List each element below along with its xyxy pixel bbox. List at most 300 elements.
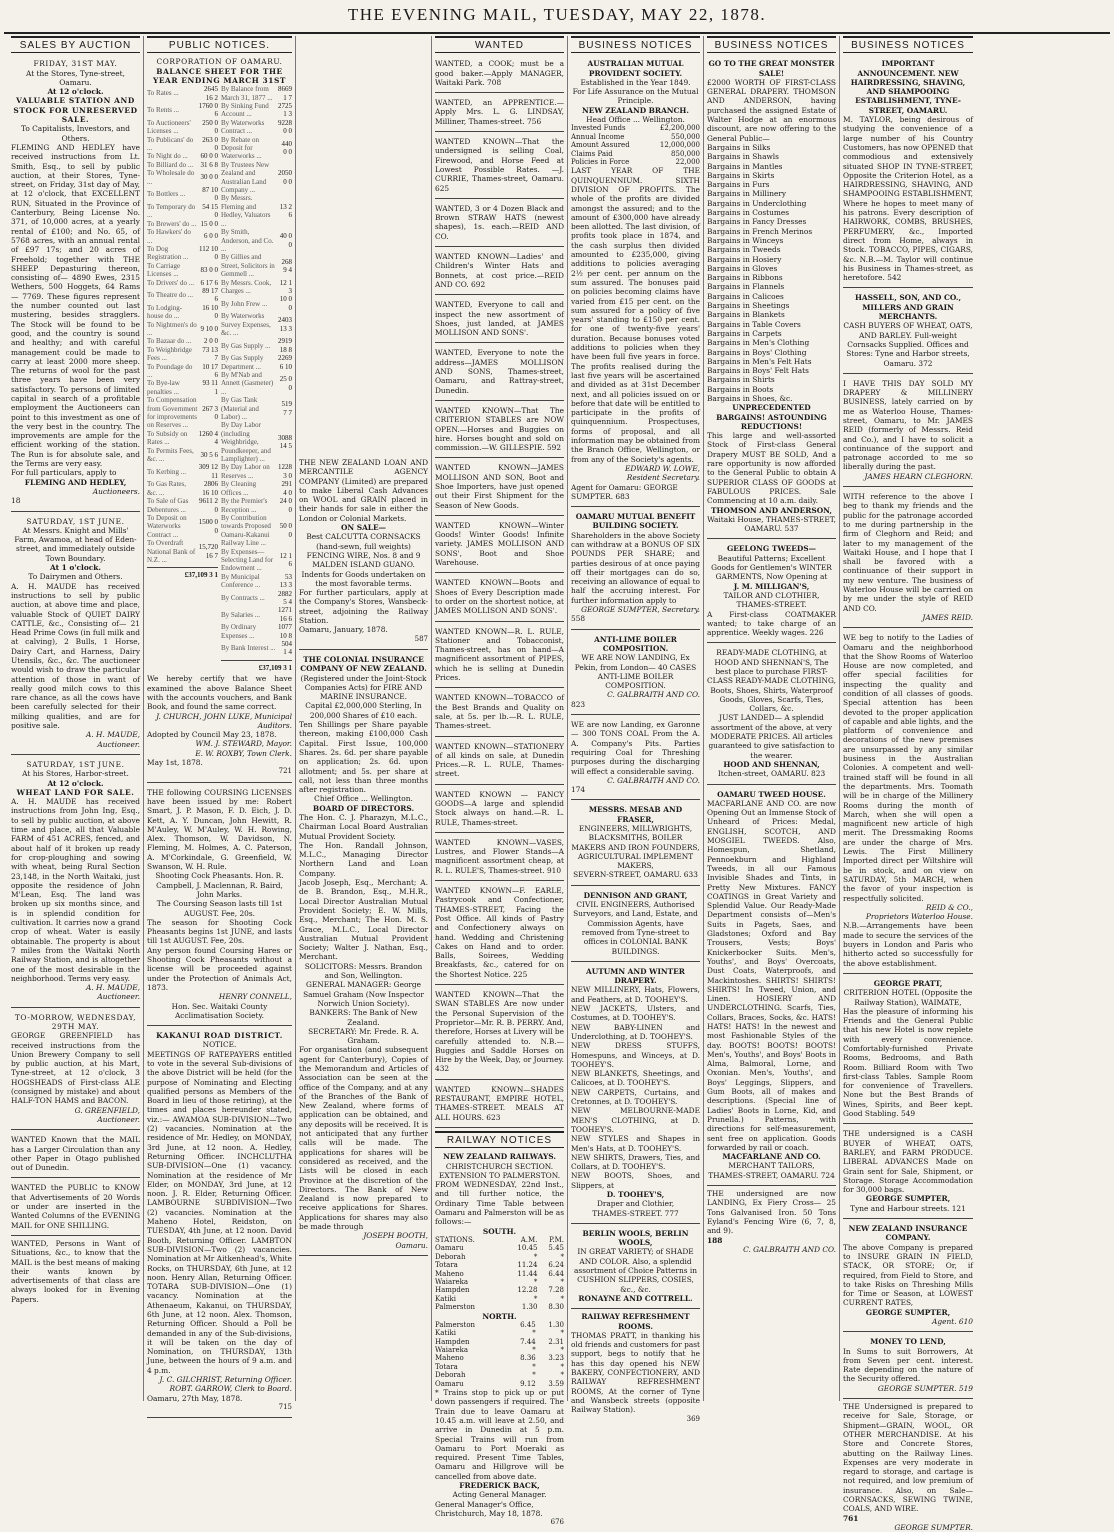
pratt-hotel-notice	[843, 977, 973, 1124]
reid2-nb: N.B.—Arrangements have been made to secure the services of the buyers in London and Paris who hitherto acted so successfully for the above establishment.	[843, 921, 973, 968]
expenditure-row	[221, 312, 292, 337]
receipt-row	[147, 337, 218, 345]
tweed-signature: MACFARLANE AND CO.	[722, 1152, 821, 1162]
railway-signature: FREDERICK BACK,	[459, 1481, 540, 1491]
refresh-title: RAILWAY REFRESHMENT ROOMS.	[581, 1312, 690, 1331]
sheet-amount: 60 0 0	[200, 152, 219, 161]
masthead-rule	[4, 32, 1110, 34]
expenditure-row	[221, 514, 292, 548]
sumpter-signature: GEORGE SUMPTER,	[865, 1194, 951, 1204]
sheet-amount: 6 17 6	[200, 278, 219, 287]
sheet-amount: 13 2 6	[279, 202, 292, 220]
amp-figure-row	[571, 141, 700, 149]
receipt-row	[147, 447, 218, 464]
receipt-row	[147, 514, 218, 539]
station-name: Oamaru	[435, 1244, 464, 1253]
sumpter-buyer-notice	[843, 1127, 973, 1219]
sheet-amount: 291 4 0	[281, 480, 292, 497]
receipt-row	[147, 379, 218, 396]
bargain-item: Bargains in Hosiery	[707, 254, 782, 264]
balance-sheet-certification	[147, 672, 292, 782]
column-public-notices	[144, 36, 296, 1411]
bargain-item: Bargains in Winceys	[707, 235, 784, 245]
timetable-row	[435, 1346, 564, 1354]
sheet-item: By Gas Supply Department ...	[220, 354, 264, 371]
sheet-amount: 9 10 0	[200, 324, 219, 333]
auction-body: GEORGE GREENFIELD has received instructions from the Union Brewery Company to sell by public auction, at his Mart, Tyne-street, at 12 o'clock, 3 HOGSHEADS of First-class ALE (consigned by mistake) and about HALF-TON HAMS and BACON.	[11, 1031, 140, 1106]
railway-body: FROM WEDNESDAY, 22nd Inst., and till further notice, the Ordinary Time Table between Oamaru and Palmerston will be as follows:—	[435, 1180, 564, 1227]
sheet-item: By Sinking Fund Account ...	[220, 102, 269, 119]
anti-signature: C. GALBRAITH AND CO.	[607, 690, 700, 700]
colonial-chairman: The Hon. C. J. Pharazyn, M.L.C., Chairman Local Board Australian Mutual Provident Society.	[299, 812, 428, 841]
kakanui-body: MEETINGS OF RATEPAYERS entitled to vote in the several Sub-divisions of the above District will be held (for the purpose of Nominating and Electing qualified persons as Members of the Board in lieu of those retiring), at the times and places hereunder stated, viz.:— AWAMOA SUB-DIVISION—Two (2) vacancies. Nomination at the residence of Mr. Hedley, on MONDAY, 3rd June, at 12 noon. A. Hedley, Returning Officer. INCHCLUTHA SUB-DIVISION—One (1) vacancy. Nomination at the residence of Mr Elder, on MONDAY, 3rd June, at 12 noon. J. R. Elder, Returning Officer. LAMBOURNE SUBDIVISION—Two (2) vacancies. Nomination at the Maheno Hotel, Reidston, on TUESDAY, 4th June, at 12 noon. David Booth, Returning Officer. LAMBTON SUB-DIVISION—Two (2) vacancies. Nomination at Mr Aitkenhead's, White Rocks, on THURSDAY, 6th June, at 12 noon. Henry Allan, Returning Officer. TOTARA SUB-DIVISION—One (1) vacancy. Nomination at the Athenaeum, Kakanui, on THURSDAY, 6th June, at 12 noon. Alex. Thomson, Returning Officer. Should a Poll be demanded in any of the Sub-divisions, it will be taken on the day of Nomination, on THURSDAY, 13th June, between the hours of 9 a.m. and 4 p.m.	[147, 1049, 292, 1375]
sheet-item: To Sale of Gas Debentures ...	[147, 497, 189, 514]
bargain-item: Bargains in Ribbons	[707, 273, 783, 283]
colonial-secretary: SECRETARY: Mr. Frede. R. A. Graham.	[308, 1026, 419, 1046]
berlin-signature: RONAYNE AND COTTRELL.	[578, 1293, 693, 1303]
amp-figure-value: 550,000	[671, 132, 700, 141]
am-time: 6.45	[520, 1320, 536, 1329]
sheet-item: By Day Labor on Reserves ...	[220, 463, 270, 480]
receipt-row	[147, 304, 218, 321]
colonial-bankers: BANKERS: The Bank of New Zealand.	[309, 1008, 418, 1027]
wanted-notice: WANTED Known that the MAIL has a Larger Circulation than any other Paper in Otago published out of Dunedin.	[11, 1133, 140, 1178]
pm-time: *	[560, 1294, 564, 1303]
wanted-ad: WANTED KNOWN—Ladies' and Children's Winter Hats and Bonnets, at cost price.—REID AND CO. 692	[435, 250, 564, 295]
station-name: Katiki	[435, 1329, 456, 1338]
timetable-row	[435, 1303, 564, 1311]
fencing-signature: C. GALBRAITH AND CO.	[743, 1244, 836, 1254]
nz-loan-indents: Indents for Goods undertaken on the most favorable terms.	[301, 569, 426, 588]
expenditure-row	[221, 463, 292, 480]
am-time: 1.30	[521, 1303, 538, 1312]
sheet-item: To Nightmen's do ...	[147, 320, 197, 337]
nzins-signature: GEORGE SUMPTER,	[865, 1307, 951, 1317]
sheet-amount: 519 7 7	[281, 400, 292, 417]
wanted-ad: WANTED KNOWN—F. EARLE, Pastrycook and Confectioner, THAMES-STREET, Facing the Post Office. All kinds of Pastry and Confectionery always on hand. Wedding and Christening Cakes on Hand and to order. Balls, Soirees, Wedding Breakfasts, &c., catered for on the Shortest Notice. 225	[435, 884, 564, 985]
sheet-amount: 73 13 7	[202, 345, 219, 363]
tweed-title: OAMARU TWEED HOUSE.	[717, 789, 826, 799]
amp-established: Established in the Year 1849.	[580, 77, 691, 87]
wanted-ad: WANTED KNOWN—That The CRITERION STABLES are NOW OPEN.—Horses and Buggies on hire. Horses bought and sold on commission.—W. GILLESPIE. 592	[435, 404, 564, 458]
bargain-item: Bargains in Millinery	[707, 189, 787, 199]
toohey-item: NEW JACKETS, Ulsters, and Costumes, at D. TOOHEY'S.	[571, 1004, 700, 1023]
sheet-item: To Permits Fees, &c. ...	[147, 446, 194, 464]
sheet-amount: 2725 1 3	[278, 102, 292, 119]
auditors: J. CHURCH, JOHN LUKE, Municipal Auditors.	[156, 711, 292, 730]
expenditure-row	[221, 573, 292, 590]
adopted: Adopted by Council May 23, 1878.	[147, 730, 277, 740]
colonial-body: Ten Shillings per Share payable thereon, making £100,000 Cash Capital. First Issue, 100,000 Shares. 2s. 6d. per share payable on application; 2s. 6d. upon allotment; and 5s. per share at call, not less than three months after registration.	[299, 720, 428, 795]
column-public-notices-2	[296, 36, 432, 1401]
reid-notice	[843, 490, 973, 628]
column-heading: WANTED	[435, 36, 564, 53]
receipt-row	[147, 279, 218, 287]
bargain-item: Bargains in Silks	[707, 142, 771, 152]
column-heading: BUSINESS NOTICES	[843, 36, 973, 53]
wanted-ad: WANTED, an APPRENTICE.—Apply Mrs. L. G. LINDSAY, Milliner, Thames-street. 756	[435, 96, 564, 132]
toohey-item: NEW MELBOURNE-MADE MEN'S CLOTHING, at D. TOOHEY'S.	[571, 1106, 700, 1134]
sheet-item: To Hawkers' do ...	[147, 228, 191, 245]
timetable-row	[435, 1321, 564, 1329]
sheet-amount: 12 1 6	[279, 551, 292, 569]
berlin-body: IN GREAT VARIETY; of SHADE AND COLOR. Also, a splendid assortment of Choice Patterns in CUSHION SLIPPERS, COSIES, &c., &c.	[574, 1247, 697, 1294]
timetable-row	[435, 1329, 564, 1337]
nzins-body: The above Company is prepared to INSURE GRAIN IN FIELD, STACK, OR STORE; Or, if required, from Field to Store, and to take Risks on Threshing Mills for Time or Season, at LOWEST CURRENT RATES,	[843, 1242, 973, 1308]
auction-time: At 12 o'clock.	[47, 87, 104, 97]
auction-audience: To Dairymen and Others.	[28, 572, 123, 582]
receipt-row	[147, 161, 218, 169]
sheet-item: To Poundage do ...	[147, 362, 193, 379]
certify-text: We hereby certify that we have examined the above Balance Sheet with the accounts vouchers, and Bank Book, and found the same correct.	[147, 674, 292, 712]
sheet-amount: 25 0 0	[279, 375, 292, 392]
monster-sale-notice	[707, 57, 836, 539]
timetable-row	[435, 1354, 564, 1362]
timetable-row	[435, 1244, 564, 1252]
geelong-title: GEELONG TWEEDS—	[726, 544, 817, 554]
auction-role: Auctioneer.	[97, 992, 140, 1002]
am-label: A.M.	[520, 1235, 538, 1244]
masthead	[0, 0, 1114, 34]
station-name: Maheno	[435, 1269, 464, 1278]
receipt-row	[147, 539, 218, 564]
balance-sheet	[147, 85, 292, 672]
bldg-signature: GEORGE SUMPTER, Secretary.	[581, 605, 700, 615]
toohey-role: Draper and Clothier,	[596, 1199, 675, 1209]
monster-signature: THOMSON AND ANDERSON,	[711, 505, 832, 515]
receipt-row	[147, 346, 218, 363]
expenditure-row	[221, 295, 292, 312]
amp-figure-label: Policies in Force	[571, 158, 630, 166]
sheet-item: By Cleaning Offices ...	[220, 480, 257, 497]
railway-north: NORTH.	[482, 1311, 517, 1321]
railway-role: Acting General Manager.	[452, 1490, 547, 1500]
column-business-notices-3	[840, 36, 976, 1532]
anti-lime-notice	[571, 633, 700, 715]
colonial-body2: For organisation (and subsequent agent for Canterbury), Copies of the Memorandum and Articles of Association can be seen at the office of the Company, and at any of the Branches of the Bank of New Zealand, where forms of application can be obtained, and any deposits will be received. It is not anticipated that any further calls will be made. The applications for shares will be considered as received, and the Lists will be closed in each Province at the discretion of the Directors. The Bank of New Zealand is now prepared to receive applications for Shares. Applications for shares may also be made through	[299, 1045, 428, 1232]
sheet-item: By Messrs. Cook, Charges ...	[220, 278, 272, 295]
amp-figure-row	[571, 124, 700, 132]
column-heading: PUBLIC NOTICES.	[147, 36, 292, 53]
auction-body: FLEMING AND HEDLEY have received instructions from Lt. Smith, Esq., to sell by public auction, at their Stores, Tyne-street, on Friday, 31st day of May, at 12 o'clock, that EXCELLENT RUN, Situated in the Province of Canterbury, Being License No. 371, of 10,000 acres, at a yearly rental of £100; and No. 65, of 5768 acres, with an annual rental of £97 17s; and 20 acres of Freehold; together with THE SHEEP Depasturing thereon, consisting of— 4890 Ewes, 2315 Wethers, 500 Hoggets, 64 Rams — 7769. These figures represent the number counted out last mustering, besides stragglers. The Stock will be found to be good, and the country is sound and healthy; and with careful management could be made to carry at least 2000 more sheep. The returns of wool for the past three years have been very satisfactory. To persons of limited capital in search of a profitable employment the Auctioneers can point to this investment as one of the very best in the country. The improvements are ample for the efficient working of the station. The Run is for absolute sale, and the Terms are very easy.	[11, 142, 140, 469]
am-time: *	[533, 1294, 538, 1303]
receipt-row	[147, 463, 218, 480]
wanted-ad: WANTED KNOWN—VASES, Lustres, and Flower Stands—A magnificent assortment cheap, at R. L. RULE'S, Thames-street. 910	[435, 836, 564, 881]
hood-landed: JUST LANDED— A splendid assortment of the above, at very MODERATE PRICES. All articles guaranteed to give satisfaction to the wearer.	[708, 713, 835, 760]
kakanui-title: KAKANUI ROAD DISTRICT.	[156, 1031, 283, 1041]
pratt-title: GEORGE PRATT,	[873, 978, 943, 988]
bargain-item: Bargains in Men's Felt Hats	[707, 356, 812, 366]
pm-time: 6.44	[548, 1269, 564, 1278]
toohey-signature: D. TOOHEY'S,	[606, 1189, 665, 1199]
am-time: *	[533, 1252, 538, 1261]
auction-date: SATURDAY, 1ST JUNE.	[26, 759, 125, 769]
sumpter-place: Tyne and Harbour streets. 121	[850, 1203, 966, 1213]
receipt-row	[147, 136, 218, 153]
amp-figure-value: 12,000,000	[659, 141, 700, 150]
pm-time: *	[560, 1346, 564, 1355]
sheet-item: By Gas Tank (Material and Labor) ...	[220, 396, 259, 422]
amp-figure-value: 22,000	[675, 158, 700, 166]
station-name: Totara	[435, 1362, 458, 1371]
sheet-amount: 30 0 0	[200, 173, 219, 182]
receipt-row	[147, 287, 218, 304]
expenditure-row	[221, 279, 292, 296]
cleghorn-signature: JAMES HEARN CLEGHORN.	[864, 471, 973, 481]
expenditure-row	[221, 102, 292, 119]
sheet-amount: 2269 6 10	[278, 354, 292, 371]
auction-date: TO-MORROW, WEDNESDAY, 29TH MAY.	[14, 1012, 137, 1031]
receipt-row	[147, 321, 218, 338]
wanted-ad: WANTED KNOWN—That the undersigned is selling Coal, Firewood, and Horse Feed at Lowest Possible Rates. —J. CURRIE, Thames-street, Oamaru. 625	[435, 135, 564, 199]
auction-role: Auctioneer.	[97, 1114, 140, 1124]
monster-unprecedented: UNPRECEDENTED BARGAINS! ASTOUNDING REDUCTIONS!	[716, 403, 827, 431]
am-time: 11.24	[517, 1261, 538, 1270]
sheet-amount: 2882 5 4	[278, 589, 292, 606]
balance-expenditure	[221, 85, 292, 672]
sheet-item: By Rebate on Deposit for Waterworks ...	[220, 135, 262, 161]
sheet-item: To Weighbridge Fees ...	[147, 345, 192, 363]
sheet-item: To Bye-law penalties ...	[147, 379, 180, 396]
bargain-item: Bargains in Boys' Felt Hats	[707, 366, 809, 376]
am-time: *	[533, 1277, 538, 1286]
station-name: Oamaru	[435, 1379, 464, 1388]
auction-notice	[11, 57, 140, 511]
sheet-amount: 2645 16 2	[204, 85, 219, 102]
receipt-row	[147, 85, 218, 102]
auction-place: At the Stores, Tyne-street, Oamaru.	[26, 68, 125, 87]
bargain-item: Bargains in Fancy Dresses	[707, 217, 807, 227]
timetable-row	[435, 1380, 564, 1388]
kakanui-signature: J. C. GILCHRIST, Returning Officer.	[159, 1375, 292, 1385]
sheet-amount: 15 0 0	[200, 219, 219, 228]
mesab-body: ENGINEERS, MILLWRIGHTS, BLACKSMITHS, BOILER MAKERS AND IRON FOUNDERS, AGRICULTURAL IMPLEMENT MAKERS,	[571, 824, 700, 871]
sheet-item: By Day Labor (including Weighbridge, Poundkeeper, and Lamplighter) ...	[220, 421, 271, 464]
sheet-item: To Theatre do ...	[147, 291, 194, 300]
grain-signature: GEORGE SUMPTER.	[894, 1522, 973, 1532]
toohey-item: NEW STYLES and Shapes in Men's Hats, at D. TOOHEY'S.	[571, 1134, 700, 1153]
amp-figure-row	[571, 133, 700, 141]
kakanui-date: Oamaru, 27th May, 1878.	[147, 1393, 243, 1403]
nz-loan-title: THE NEW ZEALAND LOAN AND MERCANTILE AGENCY COMPANY (Limited) are prepared to make Liberal Cash Advances on WOOL and GRAIN placed in their hands for sale in either the London or Colonial Markets.	[299, 458, 428, 523]
columns	[8, 36, 1108, 1532]
sheet-amount: 250 0 0	[202, 118, 219, 136]
sheet-amount: 10 17 6	[202, 362, 219, 379]
sheet-amount: 16 10 0	[202, 303, 219, 321]
refresh-ref: 369	[686, 1414, 700, 1423]
bargain-item: Bargains in Sheetings	[707, 301, 790, 311]
sheet-amount: 268 9 4	[281, 257, 292, 274]
coursing-role: Hon. Sec. Waitaki County Acclimatisation Society.	[171, 1001, 268, 1020]
toohey-item: NEW BOOTS, Shoes, and Slippers, at	[571, 1171, 700, 1190]
kakanui-sub: NOTICE.	[202, 1040, 237, 1050]
railway-note: * Trains stop to pick up or put down passengers if required. The Train due to leave Oamaru at 10.45 a.m. will leave at 2.50, and arrive in Dunedin at 5 p.m. Special Trains will run from Oamaru to Port Moeraki as required. Present Time Tables, Oamaru and Hillgrove will be cancelled from above date.	[435, 1388, 564, 1481]
sheet-amount: 267 3 0	[202, 404, 219, 422]
pm-time: *	[560, 1277, 564, 1286]
sheet-amount: 504 1 4	[281, 640, 292, 657]
auction-signature: A. H. MAUDE,	[86, 730, 140, 740]
building-society-notice	[571, 510, 700, 630]
wanted-ad: WANTED KNOWN—R. L. RULE, Stationer and Tobacconist, Thames-street, has on hand—A magnificent assortment of PIPES, which he is selling at Dunedin Prices.	[435, 625, 564, 689]
fencing-body: THE undersigned are now LANDING, Ex Fiery Cross— 25 Tons Galvanised Iron. 50 Tons Eyland's Fencing Wire (6, 7, 8, and 9).	[707, 1189, 836, 1236]
wanted-ad: WANTED KNOWN—Winter Goods! Winter Goods! Infinite variety. JAMES MOLLISON AND SONS', Boot and Shoe Warehouse.	[435, 519, 564, 573]
station-name: Totara	[435, 1261, 458, 1270]
geelong-signature: J. M. MILLIGAN'S,	[733, 581, 810, 591]
anti-body: WE ARE NOW LANDING, Ex Pekin, from London— 40 CASES ANTI-LIME BOILER COMPOSITION.	[574, 653, 697, 691]
kakanui-signature-2: ROBT. GARROW, Clerk to Board.	[169, 1384, 292, 1394]
receipt-row	[147, 169, 218, 186]
pm-time: 2.31	[548, 1337, 564, 1346]
mesab-place: SEVERN-STREET, OAMARU. 633	[573, 870, 698, 880]
dennison-title: DENNISON AND GRANT,	[583, 890, 688, 900]
coursing-season2: The season for Shooting Cock Pheasants begins 1st JUNE, and lasts till 1st AUGUST. Fee, 20s.	[147, 917, 292, 946]
amp-signature: EDWARD W. LOWE,	[624, 463, 700, 473]
monster-body2: This large and well-assorted Stock of First-class General Drapery MUST BE SOLD, And a rare opportunity is now afforded to the General Public to obtain A SUPERIOR CLASS OF GOODS at FABULOUS PRICES. Sale Commencing at 10 a.m. daily.	[707, 431, 836, 506]
sheet-amount: 87 10 0	[202, 186, 219, 203]
timetable-row	[435, 1261, 564, 1269]
berlin-title: BERLIN WOOLS, BERLIN WOOLS,	[582, 1228, 689, 1248]
wanted-ad: WANTED, 3 or 4 Dozen Black and Brown STRAW HATS (newest shapes), 1s. each.—REID AND CO.	[435, 202, 564, 247]
tweed-house-notice	[707, 788, 836, 1186]
sheet-amount: 2050 0 0	[278, 169, 292, 186]
am-time: 9.12	[520, 1379, 536, 1388]
balance-receipts	[147, 85, 218, 672]
reid2-signature: REID & CO.,	[925, 902, 973, 912]
nzins-title: NEW ZEALAND INSURANCE COMPANY.	[848, 1224, 968, 1243]
auction-notice	[11, 1011, 140, 1131]
sheet-amount: 2403 13 3	[278, 316, 292, 333]
auction-signature: A. H. MAUDE,	[86, 983, 140, 993]
pm-time: 8.30	[548, 1303, 564, 1312]
coursing-licenses-notice	[147, 786, 292, 1026]
pratt-sub: CRITERION HOTEL (Opposite the Railway Station), WAIMATE,	[843, 988, 973, 1007]
wanted-ad: WANTED KNOWN — FANCY GOODS—A large and splendid Stock always on hand.—R. L. RULE, Thames-street.	[435, 788, 564, 833]
sheet-item: To Night do ...	[147, 152, 188, 161]
bargain-list	[707, 143, 836, 403]
receipt-row	[147, 220, 218, 228]
receipt-row	[147, 363, 218, 380]
am-time: 7.44	[520, 1337, 536, 1346]
monster-address: Waitaki House, THAMES-STREET, OAMARU. 537	[707, 514, 836, 534]
expenditure-row	[221, 85, 292, 102]
station-name: Waiareka	[435, 1277, 469, 1286]
sheet-amount: 2 0 0	[204, 337, 219, 346]
amp-for: For Life Assurance on the Mutual Principle.	[572, 87, 699, 106]
column-business-notices-1	[568, 36, 704, 1423]
sheet-item: By Waterworks Contract ...	[220, 118, 265, 136]
bargain-item: Bargains in Shirts	[707, 375, 775, 385]
sheet-item: By Messrs. Fleming and Hedley, Valuators ...	[220, 194, 271, 228]
hairdressing-notice	[843, 57, 973, 288]
station-name: Maheno	[435, 1354, 464, 1363]
expenditure-row	[221, 640, 292, 657]
expenditure-row	[221, 354, 292, 371]
receipt-row	[147, 119, 218, 136]
colonial-office: Chief Office ... Wellington.	[314, 794, 413, 804]
sheet-amount: 1760 0 6	[198, 102, 219, 119]
coursing-pheasants: Shooting Cock Pheasants. Hon. R. Campbell, J. Maclennan, R. Baird, John Marks.	[155, 871, 284, 899]
colonial-title: THE COLONIAL INSURANCE COMPANY OF NEW ZEALAND.	[300, 654, 427, 674]
am-time: *	[532, 1371, 536, 1380]
wanted-list	[435, 57, 564, 1128]
pm-time: *	[560, 1252, 564, 1261]
sheet-item: By John Frew ...	[220, 299, 268, 308]
colonial-signature: JOSEPH BOOTH,	[363, 1231, 428, 1241]
wanted-ad: WANTED KNOWN—That the SWAN STABLES Are now under the Personal Supervision of the Proprietor—Mr. R. B. PERRY. And, therefore, Horses at Livery will be carefully attended to. N.B.—Buggies and Saddle Horses on Hire by the Week, Day, or Journey. 432	[435, 988, 564, 1080]
sheet-item: To Billiard do ...	[147, 160, 194, 169]
bldg-body: Shareholders in the above Society can withdraw at a BONUS OF SIX POUNDS PER SHARE; and parties desirous of at once paying off their mortgages can do so, receiving an allowance of equal to half the accruing interest. For further information apply to	[571, 530, 700, 605]
expenditure-row	[221, 497, 292, 514]
nz-loan-ref: 587	[414, 634, 428, 643]
receipt-row	[147, 430, 218, 447]
sheet-item: To Lodging-house do ...	[147, 303, 183, 321]
timetable-row	[435, 1278, 564, 1286]
sheet-item: By Bank Interest ...	[220, 644, 276, 653]
sheet-item: By Gillies and Street, Solicitors in Gemmell ...	[220, 253, 275, 279]
auction-role: Auctioneer.	[97, 739, 140, 749]
auction-firm: FLEMING AND HEDLEY,	[24, 477, 127, 487]
toohey-title: AUTUMN AND WINTER DRAPERY.	[586, 966, 685, 986]
colonial-directors: Jacob Joseph, Esq., Merchant; A. de B. Brandon, Esq., M.H.R., Local Director Australian Mutual Provident Society; E. W. Mills, Esq., Merchant; The Hon. M. S. Grace, M.L.C., Local Director Australian Mutual Provident Society; Walter J. Nathan, Esq., Merchant.	[299, 878, 428, 962]
amp-figures	[571, 124, 700, 166]
amp-body: LAST YEAR OF THE QUINQUENNIUM. SIXTH DIVISION OF PROFITS. The whole of the profits are divided amongst the assured; and to the amount of £300,000 have already been allotted. The last division, of profits took place in 1874, and the cash surplus then divided amounted to £235,000, giving additions to policies averaging 2½ per cent. per annum on the sum assured. The bonuses paid on policies becoming claims have varied from £15 per cent. on the sum assured for a policy of five years' standing to £150 per cent. for one of twenty-five years' duration. Because bonuses voted additions to policies when they have been full five years in force. The profits realised during the last five years will be ascertained and divided as at 31st December next, and all policies issued on or before that date will be entitled to participate in the profits of quinquennium. Prospectuses, forms of proposal, and all information may be obtained from the Branch Office, Wellington, or from any of the Society's agents.	[571, 166, 700, 464]
sheet-amount: 30 5 6	[200, 450, 219, 459]
sumpter-body: THE undersigned is a CASH BUYER of WHEAT, OATS, BARLEY, and FARM PRODUCE. LIBERAL ADVANCES Made on Grain sent for Sale, Shipment, or Storage. Storage Accommodation for 30,000 bags.	[843, 1129, 973, 1195]
sheet-item: To Gas Rates, &c. ...	[147, 480, 186, 497]
auction-body: A. H. MAUDE has received instructions to sell by public auction, at above time and place, valuable Stock of QUIET DAIRY CATTLE, &c., Consisting of— 21 Head Prime Cows (in full milk and at calving), 2 Bulls, 1 Horse, Dairy Cart, and Harness, Dairy Utensils, &c., &c. The auctioneer would wish to draw the particular attention of those in want of really good milch cows to this rare chance, as all the cows have been carefully selected for their milking qualities, and are for positive sale.	[11, 581, 140, 731]
station-name: Hampden	[435, 1337, 470, 1346]
toohey-item: NEW CARPETS, Curtains, and Cretonnes, at D. TOOHEY'S.	[571, 1087, 700, 1107]
nz-loan-item: FENCING WIRE, Nos. 8 and 9	[306, 550, 421, 560]
sheet-item: To Rates ...	[147, 89, 179, 98]
sheet-amount: 440 0 0	[281, 139, 292, 157]
sheet-item: To Wholesale do ...	[147, 169, 195, 186]
colonial-vice: The Hon. Randall Johnson, M.L.C., Managing Director Northern Land and Loan Company.	[299, 840, 428, 878]
amp-role: Resident Secretary.	[626, 473, 700, 483]
railway-ref: 676	[550, 1518, 564, 1527]
railway-notice	[435, 1152, 564, 1527]
receipt-row	[147, 102, 218, 119]
pm-time: *	[560, 1329, 564, 1338]
column-heading: BUSINESS NOTICES	[571, 36, 700, 53]
hassell-title: HASSELL, SON, AND CO., MILLERS AND GRAIN MERCHANTS.	[854, 293, 962, 322]
expenditure-row	[221, 480, 292, 497]
wanted-ad: WANTED, a COOK; must be a good baker.—Apply MANAGER, Waitaki Park. 708	[435, 57, 564, 93]
auction-time: At 1 o'clock.	[50, 563, 101, 573]
fencing-ref: 188	[707, 1235, 723, 1245]
railway-extension: EXTENSION TO PALMERSTON.	[438, 1170, 561, 1180]
bldg-title: OAMARU MUTUAL BENEFIT BUILDING SOCIETY.	[575, 512, 696, 531]
auction-title: WHEAT LAND FOR SALE.	[16, 787, 135, 797]
expenditure-row	[221, 228, 292, 253]
sheet-item: By Balance from March 31, 1877 ...	[220, 85, 273, 102]
auction-place: At his Stores, Harbor-street.	[22, 769, 129, 779]
bargain-item: Bargains in Carpets	[707, 328, 782, 338]
pm-time: 3.23	[548, 1354, 564, 1363]
kakanui-notice	[147, 1029, 292, 1418]
am-time: 10.45	[517, 1244, 538, 1253]
bargain-item: Bargains in Shoes, &c.	[707, 393, 793, 403]
sheet-item: By Expenses—Selecting Land for Endowment ...	[220, 547, 274, 573]
monster-title: GO TO THE GREAT MONSTER SALE!	[708, 59, 835, 78]
amp-figure-label: Claims Paid	[571, 149, 613, 158]
amp-figure-label: Amount Assured	[571, 141, 630, 150]
expenditure-row	[221, 253, 292, 278]
timetable-row	[435, 1363, 564, 1371]
toohey-item: NEW BABY-LINEN and Underclothing, at D. TOOHEY'S.	[571, 1022, 700, 1041]
timetable-row	[435, 1286, 564, 1294]
sheet-item: By Contracts ...	[220, 593, 265, 602]
